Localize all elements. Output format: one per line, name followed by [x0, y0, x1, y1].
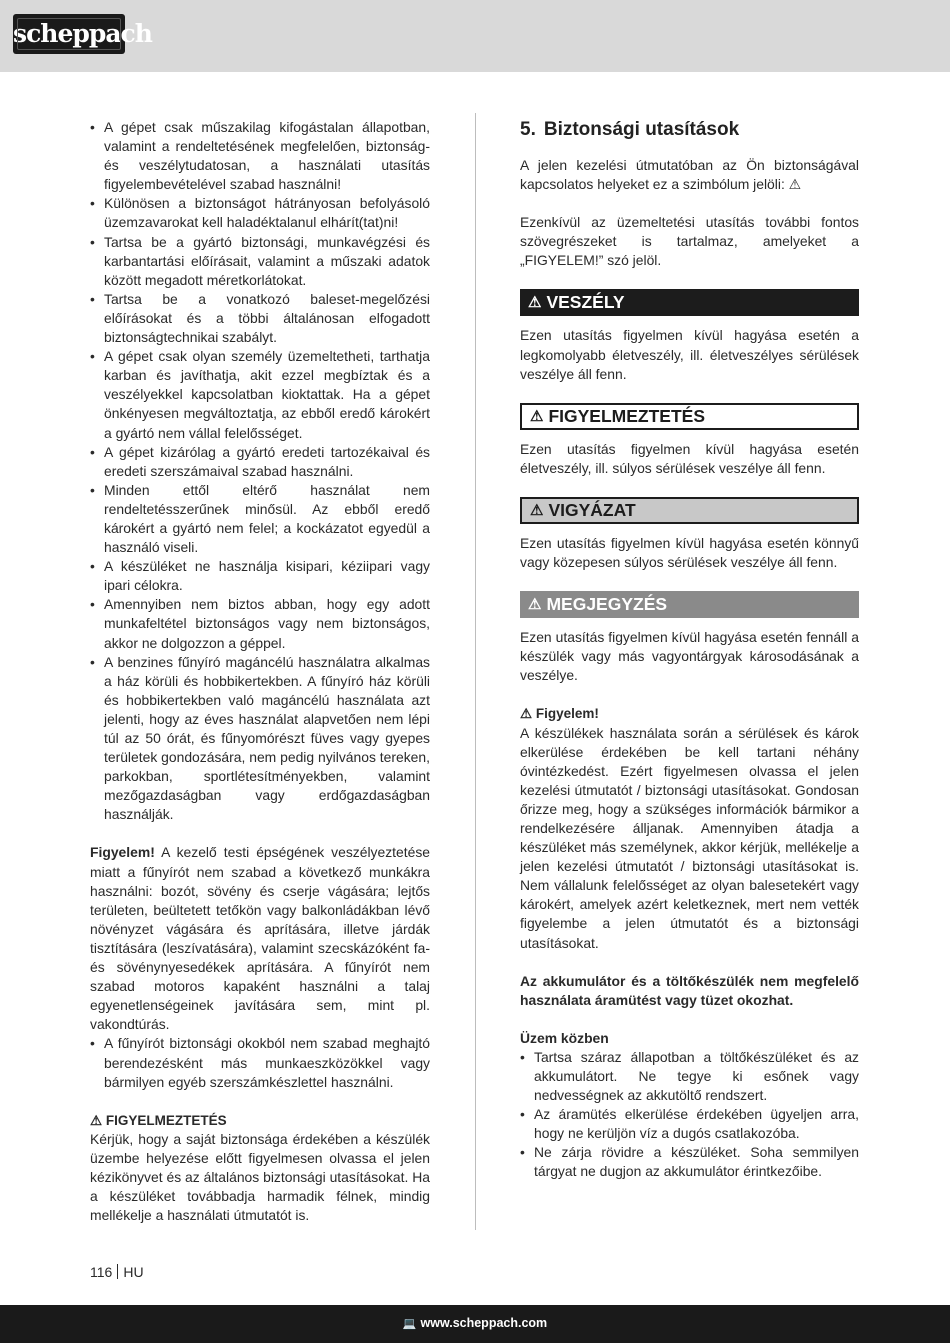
intro-paragraph-1: A jelen kezelési útmutatóban az Ön biztonságával kapcsolatos helyeket ez a szimbólum jelöli: ⚠ [520, 157, 859, 193]
caution-label: VIGYÁZAT [548, 499, 636, 520]
website-link[interactable] [0, 1316, 950, 1330]
note-box [520, 591, 859, 618]
attention-label: Figyelem! [90, 844, 155, 861]
list-item: • A készüléket ne használja kisipari, kéziipari vagy ipari célokra. [90, 557, 430, 595]
warning-heading [90, 1111, 430, 1130]
attention-label: Figyelem! [535, 706, 599, 722]
danger-box [520, 289, 859, 316]
caution-box [520, 497, 859, 524]
usage-rules-list [90, 118, 430, 824]
page-number-label [90, 1264, 144, 1280]
warning-label: FIGYELMEZTETÉS [548, 405, 705, 426]
left-column [90, 118, 430, 1225]
website-url[interactable]: www.scheppach.com [420, 1316, 548, 1330]
list-item: • Tartsa száraz állapotban a töltőkészüléket és az akkumulátort. Ne tegye ki esőnek vagy nedvességnek az akkutöltő rendszert. [520, 1048, 859, 1105]
brand-name: scheppach [13, 19, 152, 48]
attention-paragraph [90, 843, 430, 1034]
operation-list [520, 1048, 859, 1182]
computer-icon: 💻 [402, 1318, 417, 1330]
note-text: Ezen utasítás figyelmen kívül hagyása esetén fennáll a készülék vagy más vagyontárgyak károsodásának a veszélye. [520, 629, 859, 684]
list-item: • Amennyiben nem biztos abban, hogy egy adott munkafeltétel biztonságos vagy nem biztonságos, akkor ne dolgozzon a géppel. [90, 595, 430, 652]
note-label: MEGJEGYZÉS [546, 594, 668, 615]
attention-heading [520, 704, 859, 723]
list-item: • A gépet csak műszakilag kifogástalan állapotban, valamint a rendeltetésének megfelelően, biztonság- és veszélytudatosan, a használati utasítás figyelembevételével szabad használni! [90, 118, 430, 194]
danger-text: Ezen utasítás figyelmen kívül hagyása esetén a legkomolyabb életveszély, ill. életveszélyes sérülések veszélye áll fenn. [520, 327, 859, 382]
list-item: • Tartsa be a vonatkozó baleset-megelőzési előírásokat és a többi általánosan elfogadott biztonságtechnikai szabályt. [90, 290, 430, 347]
warning-box [520, 403, 859, 430]
section-number: 5. [520, 119, 536, 140]
list-item: • A gépet csak olyan személy üzemeltetheti, tarthatja karban és javíthatja, akit ezzel megbíztak és a veszélyekkel kapcsolatban kioktattak. Ha a gépet önkényesen megváltoztatja, az ebből eredő károkért a gyártó nem vállal felelősséget. [90, 347, 430, 442]
section-title [520, 118, 859, 142]
attention-text: A kezelő testi épségének veszélyeztetése miatt a fűnyírót nem szabad a következő munkákra használni: bozót, sövény és cserje vágására; lejtős területen, beültetett tetőkön vagy balkonládákban lévő növényzet vágására és aprítására, illetve járdák tisztítására (leszívatására), valamint szecskázóként fa- és sövénynyesedékek aprítására. A fűnyírót nem szabad motoros kapaként használni a talaj egyenetlenségeinek javítására sem, mint pl. vakondtúrás. [90, 844, 430, 1033]
list-item: • Minden ettől eltérő használat nem rendeltetésszerűnek minősül. Az ebből eredő károkért a gyártó nem felel; a kockázatot egyedül a használó viseli. [90, 481, 430, 557]
list-item: • Különösen a biztonságot hátrányosan befolyásoló üzemzavarokat kell haladéktalanul elhárít(tat)ni! [90, 194, 430, 232]
page-header [0, 0, 950, 72]
battery-warning: Az akkumulátor és a töltőkészülék nem megfelelő használata áramütést vagy tüzet okozhat. [520, 972, 859, 1008]
page-footer [0, 1305, 950, 1343]
warning-text: Ezen utasítás figyelmen kívül hagyása esetén életveszély, ill. súlyos sérülések veszélye áll fenn. [520, 440, 859, 476]
page-number: 116 [90, 1264, 113, 1280]
warning-triangle-icon: ⚠ [520, 706, 533, 722]
warning-triangle-icon: ⚠ [528, 596, 542, 614]
warning-text: Kérjük, hogy a saját biztonsága érdekében a készülék üzembe helyezése előtt figyelmesen olvassa el jelen kézikönyvet és az általános biztonsági utasításokat. Ha a készüléket továbbadja harmadik félnek, mindig mellékelje a használati útmutatót is. [90, 1130, 430, 1224]
section-title-text: Biztonsági utasítások [543, 119, 740, 140]
language-code: HU [123, 1264, 144, 1280]
warning-triangle-icon: ⚠ [530, 407, 544, 425]
list-item: • A benzines fűnyíró magáncélú használatra alkalmas a ház körüli és hobbikertekben. A fűnyíró ház körüli és hobbikertekben való magáncélú használata azt jelenti, hogy az éves használat alapvetően nem lépi túl az 50 órát, és fűnyomórészt füves vagy gyepes területek gondozására, nem pedig nyilvános tereken, parkokban, sportlétesítményekben, valamint mezőgazdaságban vagy erdőgazdaságban használják. [90, 653, 430, 825]
operation-heading: Üzem közben [520, 1029, 609, 1046]
right-column [520, 118, 859, 1182]
warning-triangle-icon: ⚠ [530, 501, 544, 519]
attention-text: A készülékek használata során a sérülések és károk elkerülése érdekében be kell tartani néhány óvintézkedést. Ezért figyelmesen olvassa el jelen kezelési útmutatót / biztonsági utasításokat. Gondosan őrizze meg, hogy a szükséges információk bármikor a rendelkezésére álljanak. Amennyiben átadja a készüléket más személynek, akkor kérjük, mellékelje a jelen kezelési útmutatót / biztonsági utasításokat is. Nem vállalunk felelősséget az olyan balesetekért vagy károkért, amelyek azért keletkeznek, mert nem vették figyelembe a jelen útmutatót és a biztonsági utasításokat. [520, 724, 859, 951]
column-divider [475, 113, 476, 1230]
warning-triangle-icon: ⚠ [90, 1112, 103, 1128]
drive-rule-list [90, 1034, 430, 1091]
warning-triangle-icon: ⚠ [528, 294, 542, 312]
list-item: • Az áramütés elkerülése érdekében ügyeljen arra, hogy ne kerüljön víz a dugós csatlakozóba. [520, 1105, 859, 1143]
list-item: • A fűnyírót biztonsági okokból nem szabad meghajtó berendezésként más munkaeszközökkel vagy bármilyen egyéb szerszámkészlettel használni. [90, 1034, 430, 1091]
logo-frame [17, 18, 121, 50]
list-item: • Tartsa be a gyártó biztonsági, munkavégzési és karbantartási előírásait, valamint a műszaki adatok között megadott méretkorlátokat. [90, 233, 430, 290]
caution-text: Ezen utasítás figyelmen kívül hagyása esetén könnyű vagy közepesen súlyos sérülések veszélye áll fenn. [520, 534, 859, 571]
warning-label: FIGYELMEZTETÉS [105, 1112, 227, 1128]
danger-label: VESZÉLY [546, 292, 625, 313]
separator [117, 1264, 118, 1279]
list-item: • A gépet kizárólag a gyártó eredeti tartozékaival és eredeti szerszámaival szabad használni. [90, 443, 430, 481]
intro-paragraph-2: Ezenkívül az üzemeltetési utasítás további fontos szövegrészeket is tartalmaz, amelyeket a „FIGYELEM!” szó jelöl. [520, 214, 859, 269]
list-item: • Ne zárja rövidre a készüléket. Soha semmilyen tárgyat ne dugjon az akkumulátor érintkezőibe. [520, 1143, 859, 1181]
brand-logo [13, 14, 152, 54]
